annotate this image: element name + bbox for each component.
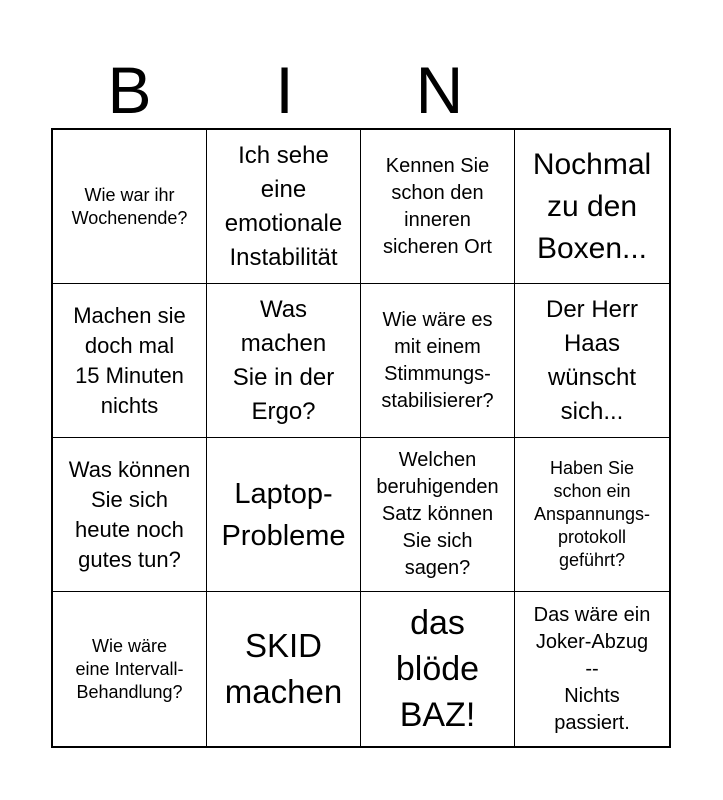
- bingo-cell-r1c1[interactable]: Wie war ihr Wochenende?: [53, 130, 207, 284]
- bingo-cell-r2c1[interactable]: Machen sie doch mal 15 Minuten nichts: [53, 284, 207, 438]
- header-letter-b: B: [107, 53, 152, 127]
- header-letter-n: N: [415, 53, 464, 127]
- bingo-header: [52, 52, 672, 128]
- bingo-cell-r3c4[interactable]: Haben Sie schon ein Anspannungs- protokoll geführt?: [515, 438, 669, 592]
- bingo-cell-r1c3[interactable]: Kennen Sie schon den inneren sicheren Ort: [361, 130, 515, 284]
- bingo-cell-r4c1[interactable]: Wie wäre eine Intervall- Behandlung?: [53, 592, 207, 746]
- bingo-cell-r1c2[interactable]: Ich sehe eine emotionale Instabilität: [207, 130, 361, 284]
- header-letter-i: I: [275, 53, 294, 127]
- bingo-cell-r3c3[interactable]: Welchen beruhigenden Satz können Sie sich sagen?: [361, 438, 515, 592]
- bingo-cell-r2c2[interactable]: Was machen Sie in der Ergo?: [207, 284, 361, 438]
- bingo-cell-r4c3[interactable]: das blöde BAZ!: [361, 592, 515, 746]
- bingo-board: [51, 128, 671, 748]
- bingo-cell-r2c4[interactable]: Der Herr Haas wünscht sich...: [515, 284, 669, 438]
- bingo-cell-r3c2[interactable]: Laptop- Probleme: [207, 438, 361, 592]
- bingo-cell-r1c4[interactable]: Nochmal zu den Boxen...: [515, 130, 669, 284]
- bingo-cell-r4c2[interactable]: SKID machen: [207, 592, 361, 746]
- bingo-cell-r2c3[interactable]: Wie wäre es mit einem Stimmungs- stabilisierer?: [361, 284, 515, 438]
- bingo-cell-r4c4[interactable]: Das wäre ein Joker-Abzug -- Nichts passiert.: [533, 603, 651, 734]
- bingo-cell-r3c1[interactable]: Was können Sie sich heute noch gutes tun?: [53, 438, 207, 592]
